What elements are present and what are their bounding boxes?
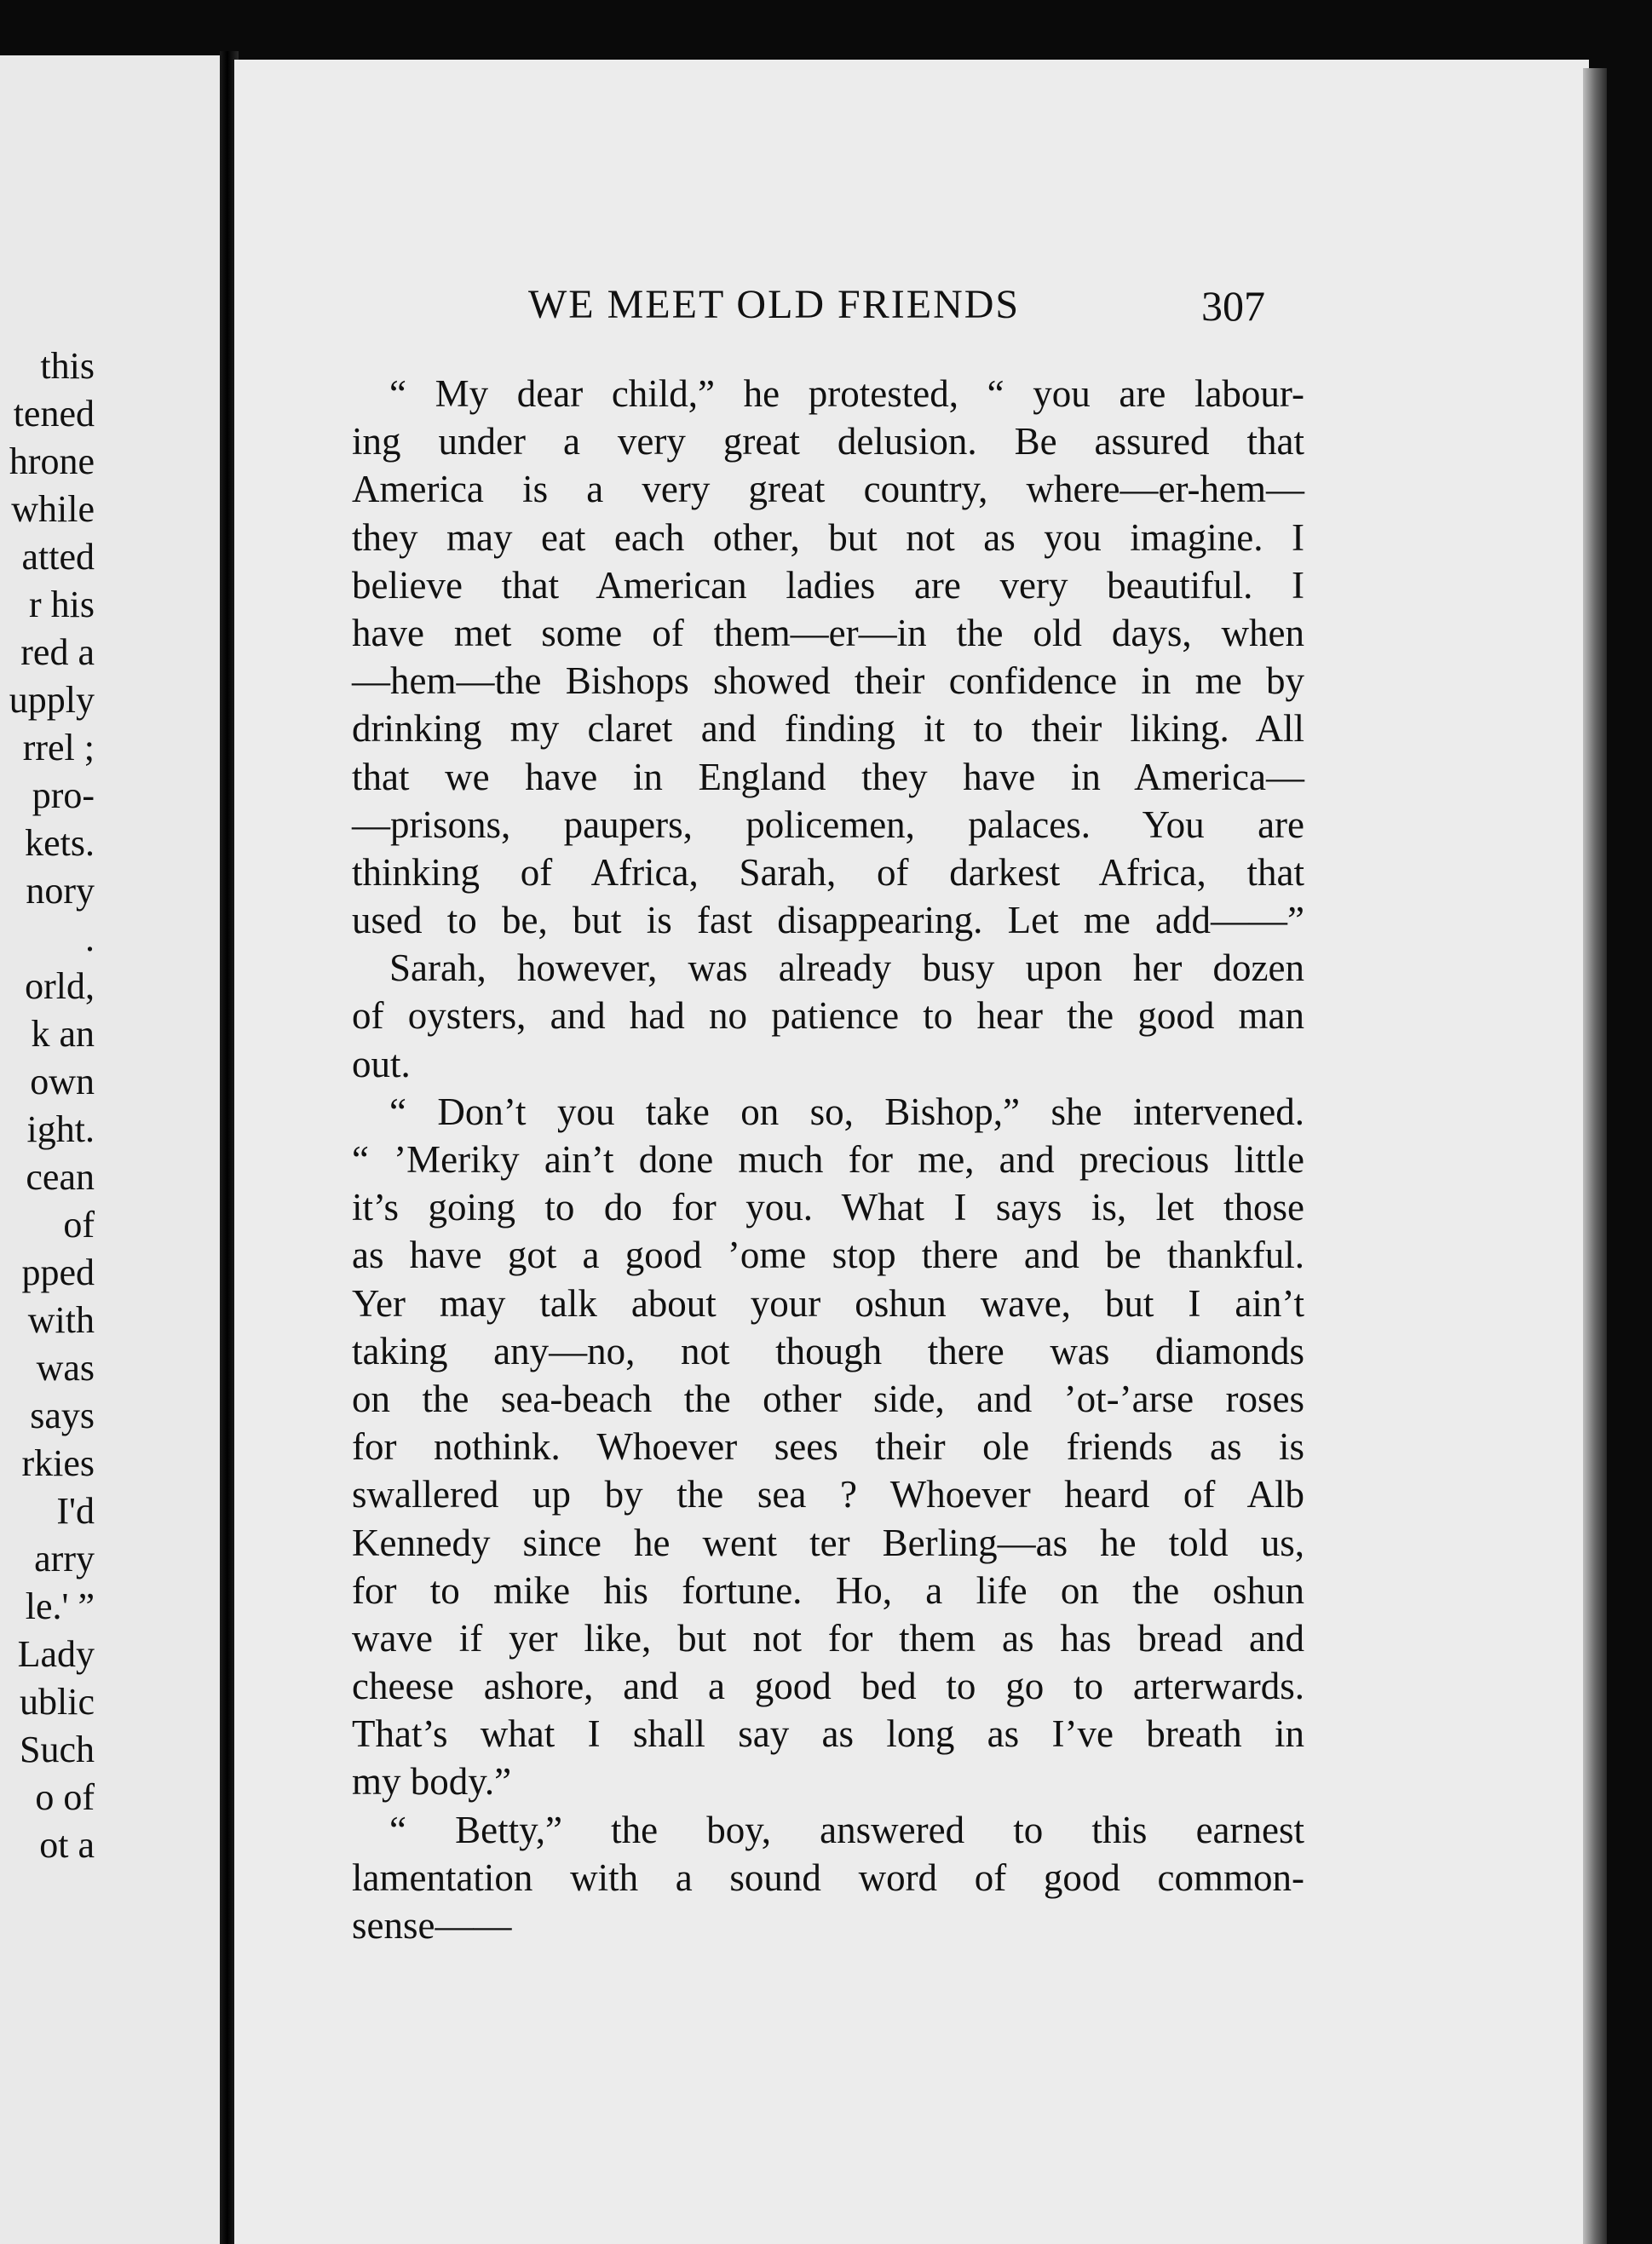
text-line: they may eat each other, but not as you imagine. I [352, 515, 1304, 559]
left-page-fragment: pped [21, 1251, 95, 1293]
left-page-fragment: was [36, 1347, 95, 1389]
left-page-fragment: arry [34, 1538, 95, 1579]
left-page-fragment: Lady [17, 1633, 95, 1675]
text-line: out. [352, 1042, 411, 1085]
text-line: That’s what I shall say as long as I’ve breath in [352, 1712, 1304, 1756]
text-line: ing under a very great delusion. Be assured that [352, 420, 1304, 463]
left-page-fragment: kets. [25, 822, 95, 864]
left-page-fragment: cean [26, 1156, 95, 1198]
text-line: it’s going to do for you. What I says is, let those [352, 1186, 1304, 1229]
text-line: “ Don’t you take on so, Bishop,” she intervened. [389, 1090, 1304, 1133]
body-text [352, 370, 1304, 1949]
left-page-fragment: tened [13, 393, 95, 434]
left-page-fragment: k an [31, 1013, 95, 1055]
text-line: —prisons, paupers, policemen, palaces. You are [352, 803, 1304, 846]
text-line: used to be, but is fast disappearing. Let me add——” [352, 899, 1304, 942]
text-line: of oysters, and had no patience to hear the good man [352, 994, 1304, 1038]
left-page-fragment: orld, [25, 965, 95, 1007]
text-line: my body.” [352, 1760, 512, 1804]
page-edge [1583, 68, 1607, 2244]
left-page-fragment: Such [20, 1729, 95, 1770]
text-line: sense—— [352, 1904, 512, 1947]
left-page-fragment: . [85, 918, 95, 959]
left-page-fragment: atted [21, 536, 95, 578]
left-page-fragment: nory [26, 870, 95, 912]
text-line: drinking my claret and finding it to their liking. All [352, 707, 1304, 751]
text-line: taking any—no, not though there was diamonds [352, 1329, 1304, 1372]
text-line: on the sea-beach the other side, and ’ot-’arse roses [352, 1377, 1304, 1420]
left-page-fragment: ight. [26, 1108, 95, 1150]
left-page-fragment: ot a [39, 1824, 95, 1866]
left-page-fragment: this [40, 345, 95, 387]
text-line: —hem—the Bishops showed their confidence in me by [352, 659, 1304, 703]
left-page-fragment: own [30, 1061, 95, 1102]
text-line: for to mike his fortune. Ho, a life on the oshun [352, 1568, 1304, 1612]
text-line: believe that American ladies are very beautiful. I [352, 563, 1304, 607]
text-line: as have got a good ’ome stop there and be thankful. [352, 1234, 1304, 1277]
left-facing-page [0, 55, 224, 2244]
left-page-fragment: le.' ” [25, 1585, 95, 1627]
left-page-fragment: rkies [21, 1442, 95, 1484]
text-line: “ Betty,” the boy, answered to this earnest [389, 1808, 1304, 1851]
text-line: thinking of Africa, Sarah, of darkest Africa, that [352, 850, 1304, 894]
left-page-fragment: of [63, 1204, 95, 1246]
text-line: “ My dear child,” he protested, “ you are labour- [389, 372, 1304, 415]
text-line: for nothink. Whoever sees their ole friends as is [352, 1425, 1304, 1469]
text-line: Sarah, however, was already busy upon her dozen [389, 947, 1304, 990]
left-page-fragment: r his [29, 584, 95, 625]
left-page-fragment: says [30, 1395, 95, 1436]
left-page-fragment: ublic [20, 1681, 95, 1723]
left-page-fragment: upply [9, 679, 95, 721]
text-line: swallered up by the sea ? Whoever heard of Alb [352, 1473, 1304, 1516]
text-line: America is a very great country, where—er-hem— [352, 468, 1304, 511]
left-page-fragment: o of [35, 1776, 95, 1818]
left-page-fragment: pro- [32, 774, 95, 816]
page-number: 307 [1201, 282, 1265, 330]
left-page-fragment: while [11, 488, 95, 530]
left-page-fragment: rrel ; [22, 727, 95, 768]
running-head: WE MEET OLD FRIENDS [528, 282, 1021, 327]
text-line: Yer may talk about your oshun wave, but I ain’t [352, 1281, 1304, 1325]
left-page-fragment: I'd [56, 1490, 95, 1532]
text-line: “ ’Meriky ain’t done much for me, and precious little [352, 1138, 1304, 1181]
left-page-fragment: with [27, 1299, 95, 1341]
left-page-fragment: hrone [9, 440, 95, 482]
text-line: lamentation with a sound word of good common- [352, 1856, 1304, 1899]
text-line: have met some of them—er—in the old days, when [352, 611, 1304, 654]
text-line: that we have in England they have in America— [352, 755, 1304, 798]
text-line: wave if yer like, but not for them as has bread and [352, 1616, 1304, 1660]
text-line: cheese ashore, and a good bed to go to arterwards. [352, 1665, 1304, 1708]
left-page-fragment: red a [20, 631, 95, 673]
text-line: Kennedy since he went ter Berling—as he told us, [352, 1521, 1304, 1564]
